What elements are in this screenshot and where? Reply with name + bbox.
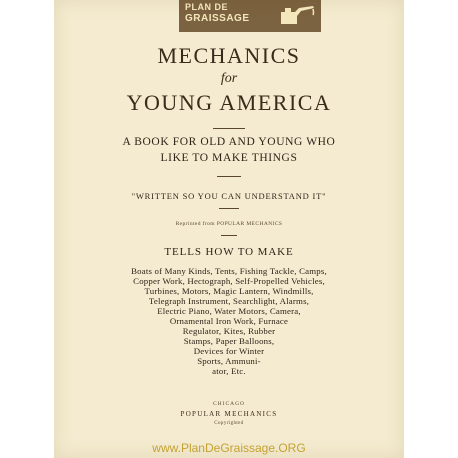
subtitle-line1: A BOOK FOR OLD AND YOUNG WHO — [122, 136, 336, 148]
publisher-name: POPULAR MECHANICS — [180, 410, 278, 418]
contents-line: Devices for Winter — [193, 346, 265, 356]
contents-line: Stamps, Paper Balloons, — [183, 336, 275, 346]
oil-can-icon — [273, 2, 317, 30]
contents-line: Boats of Many Kinds, Tents, Fishing Tackle, Camps, — [131, 266, 327, 276]
contents-line: Ornamental Iron Work, Furnace — [169, 316, 289, 326]
watermark-url: www.PlanDeGraissage.ORG — [152, 441, 306, 455]
copyright-note: Copyrighted — [214, 421, 244, 426]
book-title-line1: MECHANICS — [157, 43, 301, 68]
subtitle-line2: LIKE TO MAKE THINGS — [160, 152, 298, 164]
contents-line: Regulator, Kites, Rubber — [182, 326, 276, 336]
book-title-line3: YOUNG AMERICA — [126, 90, 332, 115]
divider-rule — [221, 235, 237, 236]
divider-rule — [217, 176, 241, 177]
tells-heading: TELLS HOW TO MAKE — [164, 246, 294, 258]
divider-rule — [213, 128, 245, 129]
watermark-brand-line1: PLAN DE — [185, 2, 229, 12]
contents-line: Turbines, Motors, Magic Lantern, Windmills, — [144, 286, 314, 296]
contents-line: Copper Work, Hectograph, Self-Propelled Vehicles, — [133, 276, 325, 286]
watermark-logo — [179, 0, 321, 32]
contents-line: Electric Piano, Water Motors, Camera, — [157, 306, 301, 316]
divider-rule — [219, 208, 239, 209]
tagline: "WRITTEN SO YOU CAN UNDERSTAND IT" — [131, 191, 327, 201]
contents-line: Telegraph Instrument, Searchlight, Alarms, — [148, 296, 310, 306]
reprint-note: Reprinted from POPULAR MECHANICS — [175, 221, 283, 227]
contents-line: Sports, Ammuni- — [197, 356, 261, 366]
watermark-brand-line2: GRAISSAGE — [185, 13, 250, 24]
contents-line: ator, Etc. — [212, 366, 246, 376]
book-title-page — [54, 0, 404, 458]
book-title-line2: for — [220, 71, 238, 86]
publisher-city: CHICAGO — [212, 401, 246, 407]
